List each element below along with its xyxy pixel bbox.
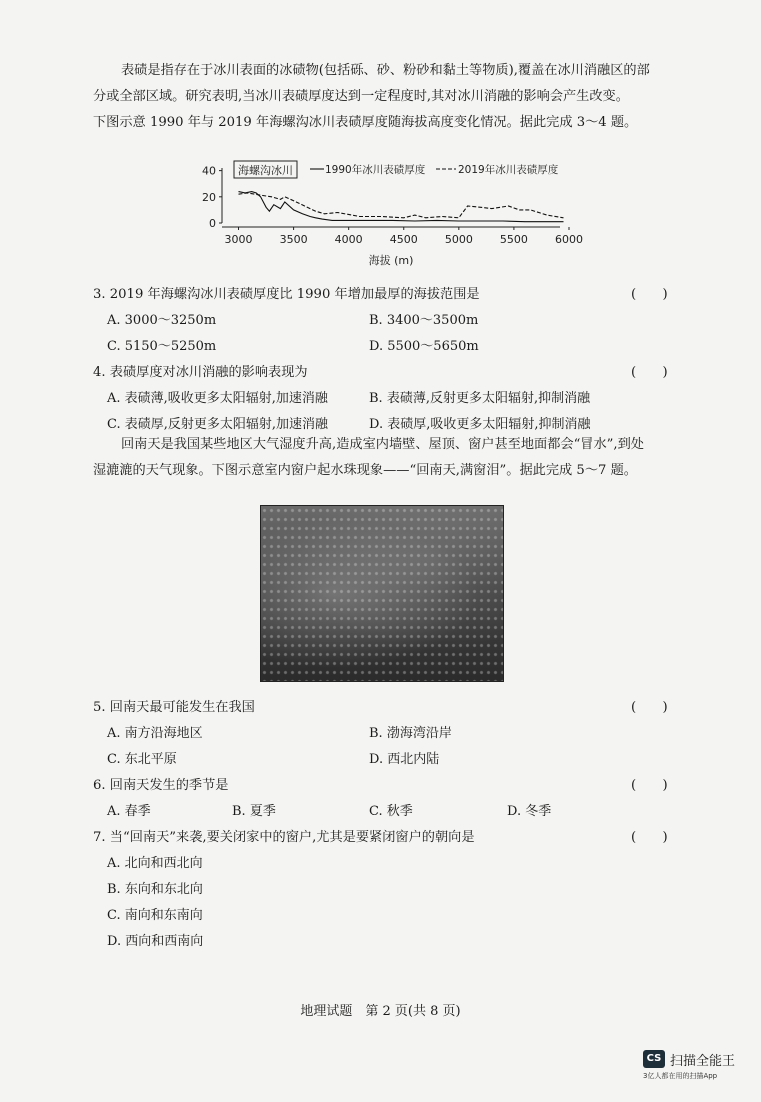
- question-6-option-c[interactable]: C. 秋季: [369, 804, 413, 819]
- question-6-answer-bracket[interactable]: ( ): [631, 778, 668, 793]
- question-6-option-b[interactable]: B. 夏季: [232, 804, 276, 819]
- question-5-option-d[interactable]: D. 西北内陆: [369, 752, 440, 767]
- x-axis-label: 海拔 (m): [368, 254, 414, 267]
- water-droplets-texture: [261, 506, 503, 681]
- x-tick-label: 5000: [444, 233, 473, 246]
- question-5-stem: 5. 回南天最可能发生在我国: [93, 700, 255, 715]
- question-3-option-a[interactable]: A. 3000～3250m: [107, 313, 217, 328]
- question-4-answer-bracket[interactable]: ( ): [631, 365, 668, 380]
- question-7-option-a[interactable]: A. 北向和西北向: [107, 856, 203, 871]
- x-tick-label: 3500: [279, 233, 308, 246]
- intro-line-3: 下图示意 1990 年与 2019 年海螺沟冰川表碛厚度随海拔高度变化情况。据此完成 3～4 题。: [93, 115, 638, 130]
- question-6-stem: 6. 回南天发生的季节是: [93, 778, 229, 793]
- intro-paragraph: [93, 58, 693, 136]
- question-7-stem: 7. 当“回南天”来袭,要关闭家中的窗户,尤其是要紧闭窗户的朝向是: [93, 830, 475, 845]
- chart-legend: [234, 161, 559, 178]
- intro-line-2: 分或全部区域。研究表明,当冰川表碛厚度达到一定程度时,其对冰川消融的影响会产生改变。: [93, 89, 629, 104]
- question-5-answer-bracket[interactable]: ( ): [631, 700, 668, 715]
- question-7-option-d[interactable]: D. 西向和西南向: [107, 934, 204, 949]
- question-4-option-b[interactable]: B. 表碛薄,反射更多太阳辐射,抑制消融: [369, 391, 591, 406]
- question-4-option-a[interactable]: A. 表碛薄,吸收更多太阳辐射,加速消融: [107, 391, 328, 406]
- question-5-option-a[interactable]: A. 南方沿海地区: [107, 726, 203, 741]
- camscanner-logo-icon: CS: [643, 1050, 665, 1068]
- question-3-option-b[interactable]: B. 3400～3500m: [369, 313, 479, 328]
- chart-series: [239, 192, 564, 222]
- question-6-option-d[interactable]: D. 冬季: [507, 804, 552, 819]
- question-4-option-c[interactable]: C. 表碛厚,反射更多太阳辐射,加速消融: [107, 417, 329, 432]
- y-tick-label: 20: [202, 190, 216, 204]
- question-3-stem: 3. 2019 年海螺沟冰川表碛厚度比 1990 年增加最厚的海拔范围是: [93, 287, 480, 302]
- x-tick-label: 4000: [334, 233, 363, 246]
- question-3-option-d[interactable]: D. 5500～5650m: [369, 339, 479, 354]
- page-footer: 地理试题 第 2 页(共 8 页): [300, 1004, 461, 1019]
- camscanner-tagline: 3亿人都在用的扫描App: [643, 1072, 718, 1080]
- intro-line-1: 表碛是指存在于冰川表面的冰碛物(包括砾、砂、粉砂和黏土等物质),覆盖在冰川消融区的部: [121, 63, 650, 78]
- question-4-option-d[interactable]: D. 表碛厚,吸收更多太阳辐射,抑制消融: [369, 417, 591, 432]
- question-3-answer-bracket[interactable]: ( ): [631, 287, 668, 302]
- question-6-option-a[interactable]: A. 春季: [107, 804, 151, 819]
- series-2019-line: [239, 193, 564, 218]
- y-tick-label: 0: [209, 217, 216, 230]
- camscanner-name: 扫描全能王: [670, 1054, 736, 1069]
- question-7-answer-bracket[interactable]: ( ): [631, 830, 668, 845]
- intro2-line-1: 回南天是我国某些地区大气湿度升高,造成室内墙壁、屋顶、窗户甚至地面都会“冒水”,到处: [121, 437, 644, 452]
- intro2-paragraph: [93, 432, 693, 484]
- chart-axes: [202, 165, 583, 267]
- chart-title: 海螺沟冰川: [238, 164, 293, 177]
- window-droplets-photo: [260, 505, 504, 682]
- legend-2019-label: 2019年冰川表碛厚度: [458, 164, 559, 176]
- question-5-option-c[interactable]: C. 东北平原: [107, 752, 177, 767]
- x-tick-label: 6000: [554, 233, 583, 246]
- x-tick-label: 5500: [499, 233, 528, 246]
- x-tick-label: 4500: [389, 233, 418, 246]
- intro2-line-2: 湿漉漉的天气现象。下图示意室内窗户起水珠现象——“回南天,满窗泪”。据此完成 5～7 题。: [93, 463, 637, 478]
- question-7-option-b[interactable]: B. 东向和东北向: [107, 882, 203, 897]
- question-4-stem: 4. 表碛厚度对冰川消融的影响表现为: [93, 365, 308, 380]
- debris-thickness-chart: [198, 156, 588, 271]
- x-tick-label: 3000: [224, 233, 253, 246]
- question-3-option-c[interactable]: C. 5150～5250m: [107, 339, 217, 354]
- legend-1990-label: 1990年冰川表碛厚度: [325, 164, 426, 176]
- question-7-option-c[interactable]: C. 南向和东南向: [107, 908, 203, 923]
- y-tick-label: 40: [202, 164, 216, 178]
- question-5-option-b[interactable]: B. 渤海湾沿岸: [369, 726, 452, 741]
